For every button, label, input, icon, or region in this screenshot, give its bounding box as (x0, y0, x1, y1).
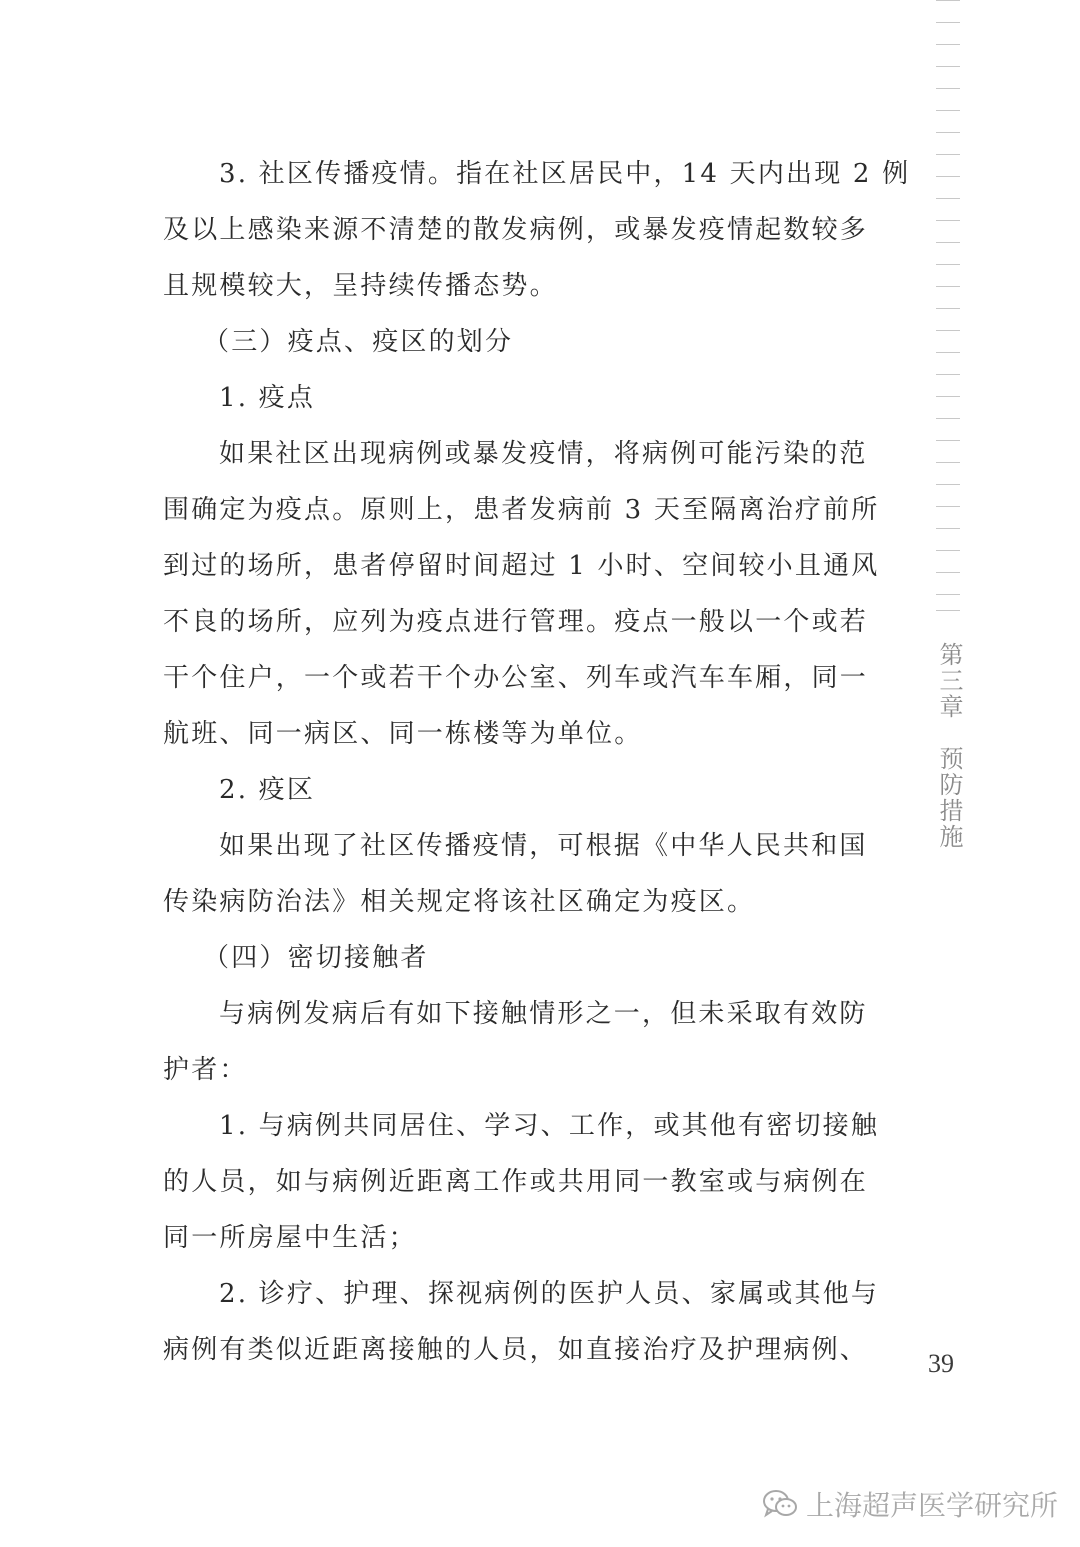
thumb-index-rule (936, 220, 960, 221)
thumb-index-rule (936, 506, 960, 507)
paragraph-line: 如果社区出现病例或暴发疫情，将病例可能污染的范 (219, 439, 868, 469)
thumb-index-rule (936, 22, 960, 23)
thumb-index-rule (936, 0, 960, 1)
thumb-index-rule (936, 242, 960, 243)
paragraph-line: 1. 与病例共同居住、学习、工作，或其他有密切接触 (219, 1111, 880, 1141)
paragraph-line: 3. 社区传播疫情。指在社区居民中，14 天内出现 2 例 (219, 159, 911, 189)
thumb-index-rule (936, 484, 960, 485)
thumb-index-rule (936, 462, 960, 463)
paragraph-line: 的人员，如与病例近距离工作或共用同一教室或与病例在 (163, 1167, 869, 1197)
thumb-index-rule (936, 572, 960, 573)
paragraph-line: 病例有类似近距离接触的人员，如直接治疗及护理病例、 (163, 1335, 869, 1365)
subsection-heading: 2. 疫区 (219, 775, 316, 805)
thumb-index-rule (936, 594, 960, 595)
paragraph-line: 干个住户，一个或若干个办公室、列车或汽车车厢，同一 (163, 663, 869, 693)
paragraph-line: 航班、同一病区、同一栋楼等为单位。 (163, 719, 643, 749)
paragraph-line: 及以上感染来源不清楚的散发病例，或暴发疫情起数较多 (163, 215, 869, 245)
chapter-label: 第三章 预防措施 (935, 642, 963, 850)
thumb-index-rule (936, 418, 960, 419)
thumb-index-rule (936, 88, 960, 89)
thumb-index-rule (936, 352, 960, 353)
thumb-index-rule (936, 154, 960, 155)
paragraph-line: 不良的场所，应列为疫点进行管理。疫点一般以一个或若 (163, 607, 869, 637)
thumb-index-rule (936, 176, 960, 177)
subsection-heading: 1. 疫点 (219, 383, 316, 413)
watermark-text: 上海超声医学研究所 (806, 1489, 1059, 1522)
page-number: 39 (928, 1349, 954, 1378)
thumb-index-rule (936, 44, 960, 45)
thumb-index-rule (936, 550, 960, 551)
paragraph-line: 护者： (163, 1055, 248, 1085)
thumb-index-rule (936, 198, 960, 199)
thumb-index-rule (936, 440, 960, 441)
paragraph-line: 到过的场所，患者停留时间超过 1 小时、空间较小且通风 (163, 551, 880, 581)
thumb-index-rule (936, 330, 960, 331)
paragraph-line: 2. 诊疗、护理、探视病例的医护人员、家属或其他与 (219, 1279, 880, 1309)
paragraph-line: 同一所房屋中生活； (163, 1223, 417, 1253)
thumb-index-rule (936, 396, 960, 397)
thumb-index-rule (936, 66, 960, 67)
thumb-index-rule (936, 132, 960, 133)
paragraph-line: 传染病防治法》相关规定将该社区确定为疫区。 (163, 887, 756, 917)
thumb-index-rule (936, 308, 960, 309)
thumb-index-rule (936, 374, 960, 375)
thumb-index-rule (936, 264, 960, 265)
paragraph-line: 与病例发病后有如下接触情形之一，但未采取有效防 (219, 999, 868, 1029)
section-heading: （三）疫点、疫区的划分 (203, 327, 514, 357)
paragraph-line: 且规模较大，呈持续传播态势。 (163, 271, 558, 301)
watermark (762, 1484, 1058, 1524)
thumb-index-rule (936, 286, 960, 287)
paragraph-line: 如果出现了社区传播疫情，可根据《中华人民共和国 (219, 831, 868, 861)
wechat-icon (762, 1489, 798, 1519)
paragraph-line: 围确定为疫点。原则上，患者发病前 3 天至隔离治疗前所 (163, 495, 880, 525)
thumb-index-rule (936, 110, 960, 111)
thumb-index-rule (936, 610, 960, 611)
thumb-index-rule (936, 528, 960, 529)
section-heading: （四）密切接触者 (203, 943, 429, 973)
